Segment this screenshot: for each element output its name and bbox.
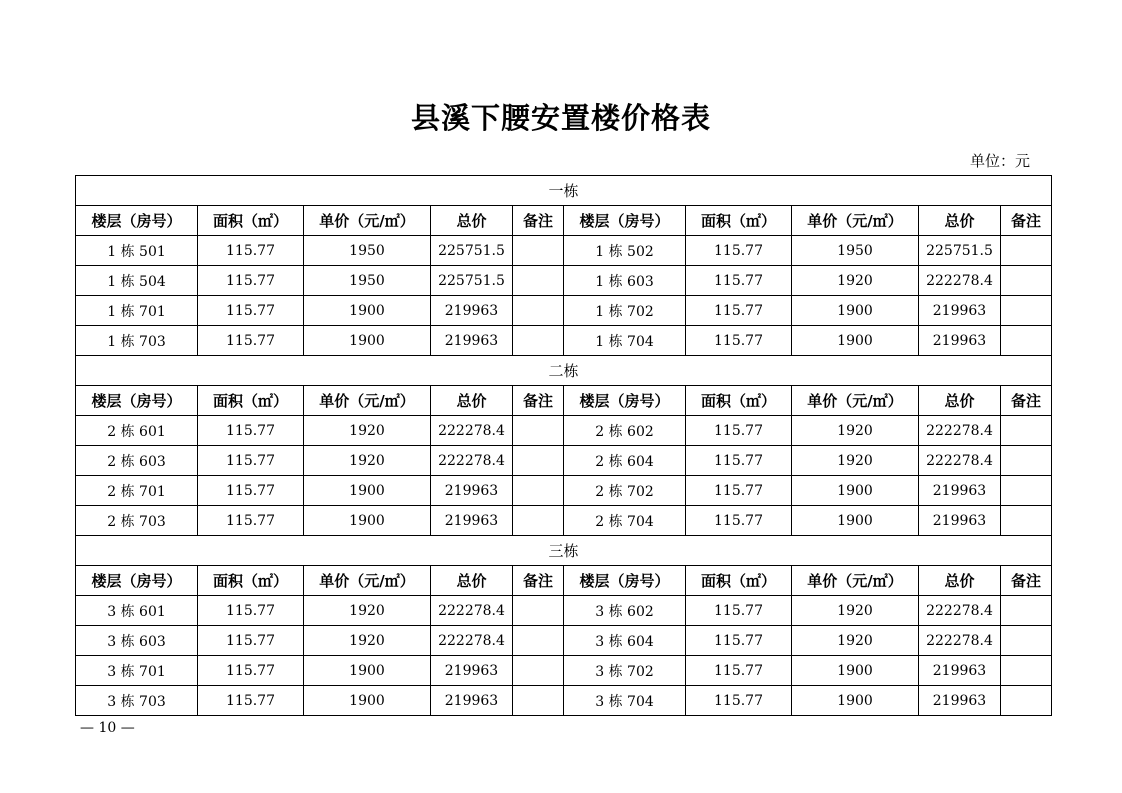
total-price-cell: 219963 [919, 476, 1001, 506]
column-header: 总价 [919, 566, 1001, 596]
remark-cell [1001, 626, 1052, 656]
area-cell: 115.77 [686, 626, 792, 656]
column-header: 单价（元/㎡） [304, 206, 431, 236]
total-price-cell: 225751.5 [919, 236, 1001, 266]
area-cell: 115.77 [198, 686, 304, 716]
remark-cell [1001, 686, 1052, 716]
section-row [76, 356, 1052, 386]
floor-room-cell: 3 栋 702 [564, 656, 686, 686]
section-row [76, 176, 1052, 206]
floor-room-cell: 3 栋 703 [76, 686, 198, 716]
floor-room-cell: 1 栋 501 [76, 236, 198, 266]
column-header: 单价（元/㎡） [304, 386, 431, 416]
total-price-cell: 222278.4 [431, 416, 513, 446]
column-header: 楼层（房号） [76, 566, 198, 596]
column-header: 备注 [513, 386, 564, 416]
column-header: 备注 [1001, 206, 1052, 236]
total-price-cell: 219963 [431, 296, 513, 326]
unit-price-cell: 1900 [304, 506, 431, 536]
area-cell: 115.77 [198, 476, 304, 506]
area-cell: 115.77 [198, 596, 304, 626]
floor-room-cell: 2 栋 702 [564, 476, 686, 506]
column-header: 面积（㎡） [198, 386, 304, 416]
area-cell: 115.77 [198, 416, 304, 446]
total-price-cell: 222278.4 [919, 626, 1001, 656]
remark-cell [1001, 236, 1052, 266]
remark-cell [513, 446, 564, 476]
floor-room-cell: 2 栋 603 [76, 446, 198, 476]
unit-price-cell: 1920 [304, 416, 431, 446]
area-cell: 115.77 [198, 656, 304, 686]
floor-room-cell: 1 栋 504 [76, 266, 198, 296]
remark-cell [513, 656, 564, 686]
column-header: 单价（元/㎡） [304, 566, 431, 596]
table-row [76, 596, 1052, 626]
floor-room-cell: 1 栋 701 [76, 296, 198, 326]
column-header: 面积（㎡） [686, 386, 792, 416]
table-row [76, 656, 1052, 686]
area-cell: 115.77 [686, 596, 792, 626]
area-cell: 115.77 [686, 686, 792, 716]
floor-room-cell: 2 栋 701 [76, 476, 198, 506]
total-price-cell: 222278.4 [919, 266, 1001, 296]
area-cell: 115.77 [686, 506, 792, 536]
section-title: 一栋 [76, 176, 1052, 206]
column-header: 楼层（房号） [564, 386, 686, 416]
column-header: 总价 [431, 206, 513, 236]
remark-cell [513, 236, 564, 266]
floor-room-cell: 2 栋 601 [76, 416, 198, 446]
unit-price-cell: 1900 [792, 296, 919, 326]
floor-room-cell: 1 栋 603 [564, 266, 686, 296]
remark-cell [1001, 326, 1052, 356]
area-cell: 115.77 [198, 236, 304, 266]
unit-price-cell: 1920 [792, 416, 919, 446]
total-price-cell: 219963 [919, 686, 1001, 716]
remark-cell [1001, 656, 1052, 686]
unit-price-cell: 1900 [304, 326, 431, 356]
table-row [76, 506, 1052, 536]
total-price-cell: 219963 [919, 506, 1001, 536]
total-price-cell: 219963 [919, 296, 1001, 326]
remark-cell [513, 476, 564, 506]
table-row [76, 266, 1052, 296]
total-price-cell: 222278.4 [431, 626, 513, 656]
table-row [76, 446, 1052, 476]
column-header: 单价（元/㎡） [792, 386, 919, 416]
column-header: 面积（㎡） [686, 566, 792, 596]
unit-price-cell: 1920 [304, 446, 431, 476]
unit-price-cell: 1900 [792, 506, 919, 536]
area-cell: 115.77 [686, 236, 792, 266]
total-price-cell: 222278.4 [431, 446, 513, 476]
total-price-cell: 219963 [431, 476, 513, 506]
area-cell: 115.77 [686, 296, 792, 326]
area-cell: 115.77 [198, 296, 304, 326]
unit-price-cell: 1950 [304, 266, 431, 296]
remark-cell [513, 416, 564, 446]
header-row [76, 206, 1052, 236]
unit-price-cell: 1920 [792, 446, 919, 476]
total-price-cell: 222278.4 [431, 596, 513, 626]
column-header: 总价 [919, 206, 1001, 236]
remark-cell [513, 266, 564, 296]
total-price-cell: 222278.4 [919, 446, 1001, 476]
remark-cell [513, 626, 564, 656]
remark-cell [513, 596, 564, 626]
unit-price-cell: 1900 [792, 326, 919, 356]
section-row [76, 536, 1052, 566]
remark-cell [1001, 416, 1052, 446]
total-price-cell: 225751.5 [431, 266, 513, 296]
table-row [76, 686, 1052, 716]
floor-room-cell: 2 栋 602 [564, 416, 686, 446]
unit-price-cell: 1950 [304, 236, 431, 266]
total-price-cell: 219963 [431, 656, 513, 686]
floor-room-cell: 2 栋 604 [564, 446, 686, 476]
floor-room-cell: 2 栋 703 [76, 506, 198, 536]
total-price-cell: 219963 [431, 326, 513, 356]
unit-price-cell: 1900 [304, 296, 431, 326]
floor-room-cell: 1 栋 704 [564, 326, 686, 356]
remark-cell [1001, 596, 1052, 626]
floor-room-cell: 3 栋 701 [76, 656, 198, 686]
unit-price-cell: 1900 [304, 686, 431, 716]
remark-cell [513, 326, 564, 356]
table-row [76, 326, 1052, 356]
unit-price-cell: 1900 [304, 476, 431, 506]
area-cell: 115.77 [198, 446, 304, 476]
column-header: 单价（元/㎡） [792, 566, 919, 596]
page-number: — 10 — [80, 720, 135, 736]
area-cell: 115.77 [198, 266, 304, 296]
total-price-cell: 222278.4 [919, 596, 1001, 626]
floor-room-cell: 3 栋 602 [564, 596, 686, 626]
column-header: 单价（元/㎡） [792, 206, 919, 236]
floor-room-cell: 3 栋 604 [564, 626, 686, 656]
remark-cell [1001, 476, 1052, 506]
area-cell: 115.77 [686, 656, 792, 686]
unit-price-cell: 1900 [792, 656, 919, 686]
section-title: 三栋 [76, 536, 1052, 566]
column-header: 总价 [431, 386, 513, 416]
unit-label: 单位：元 [969, 152, 1030, 170]
total-price-cell: 219963 [431, 686, 513, 716]
unit-price-cell: 1900 [304, 656, 431, 686]
page-title: 县溪下腰安置楼价格表 [410, 101, 711, 135]
area-cell: 115.77 [198, 326, 304, 356]
area-cell: 115.77 [198, 626, 304, 656]
table-row [76, 626, 1052, 656]
unit-price-cell: 1900 [792, 476, 919, 506]
area-cell: 115.77 [686, 476, 792, 506]
header-row [76, 566, 1052, 596]
unit-price-cell: 1920 [304, 596, 431, 626]
column-header: 楼层（房号） [76, 386, 198, 416]
table-row [76, 296, 1052, 326]
table-row [76, 476, 1052, 506]
price-table-body [76, 176, 1052, 716]
unit-price-cell: 1920 [792, 266, 919, 296]
floor-room-cell: 3 栋 603 [76, 626, 198, 656]
floor-room-cell: 3 栋 704 [564, 686, 686, 716]
table-row [76, 416, 1052, 446]
area-cell: 115.77 [686, 326, 792, 356]
column-header: 面积（㎡） [198, 566, 304, 596]
column-header: 面积（㎡） [686, 206, 792, 236]
area-cell: 115.77 [198, 506, 304, 536]
header-row [76, 386, 1052, 416]
floor-room-cell: 2 栋 704 [564, 506, 686, 536]
column-header: 楼层（房号） [564, 206, 686, 236]
section-title: 二栋 [76, 356, 1052, 386]
column-header: 总价 [919, 386, 1001, 416]
column-header: 楼层（房号） [564, 566, 686, 596]
floor-room-cell: 1 栋 702 [564, 296, 686, 326]
remark-cell [513, 296, 564, 326]
unit-price-cell: 1920 [792, 626, 919, 656]
total-price-cell: 222278.4 [919, 416, 1001, 446]
area-cell: 115.77 [686, 446, 792, 476]
total-price-cell: 225751.5 [431, 236, 513, 266]
price-table [75, 175, 1052, 716]
remark-cell [1001, 506, 1052, 536]
table-row [76, 236, 1052, 266]
column-header: 备注 [513, 566, 564, 596]
unit-price-cell: 1950 [792, 236, 919, 266]
floor-room-cell: 1 栋 703 [76, 326, 198, 356]
area-cell: 115.77 [686, 266, 792, 296]
unit-price-cell: 1920 [792, 596, 919, 626]
total-price-cell: 219963 [919, 656, 1001, 686]
remark-cell [1001, 296, 1052, 326]
floor-room-cell: 3 栋 601 [76, 596, 198, 626]
column-header: 备注 [513, 206, 564, 236]
column-header: 楼层（房号） [76, 206, 198, 236]
remark-cell [513, 686, 564, 716]
column-header: 备注 [1001, 566, 1052, 596]
column-header: 面积（㎡） [198, 206, 304, 236]
area-cell: 115.77 [686, 416, 792, 446]
column-header: 总价 [431, 566, 513, 596]
total-price-cell: 219963 [919, 326, 1001, 356]
remark-cell [1001, 446, 1052, 476]
column-header: 备注 [1001, 386, 1052, 416]
unit-price-cell: 1920 [304, 626, 431, 656]
remark-cell [1001, 266, 1052, 296]
floor-room-cell: 1 栋 502 [564, 236, 686, 266]
total-price-cell: 219963 [431, 506, 513, 536]
remark-cell [513, 506, 564, 536]
unit-price-cell: 1900 [792, 686, 919, 716]
